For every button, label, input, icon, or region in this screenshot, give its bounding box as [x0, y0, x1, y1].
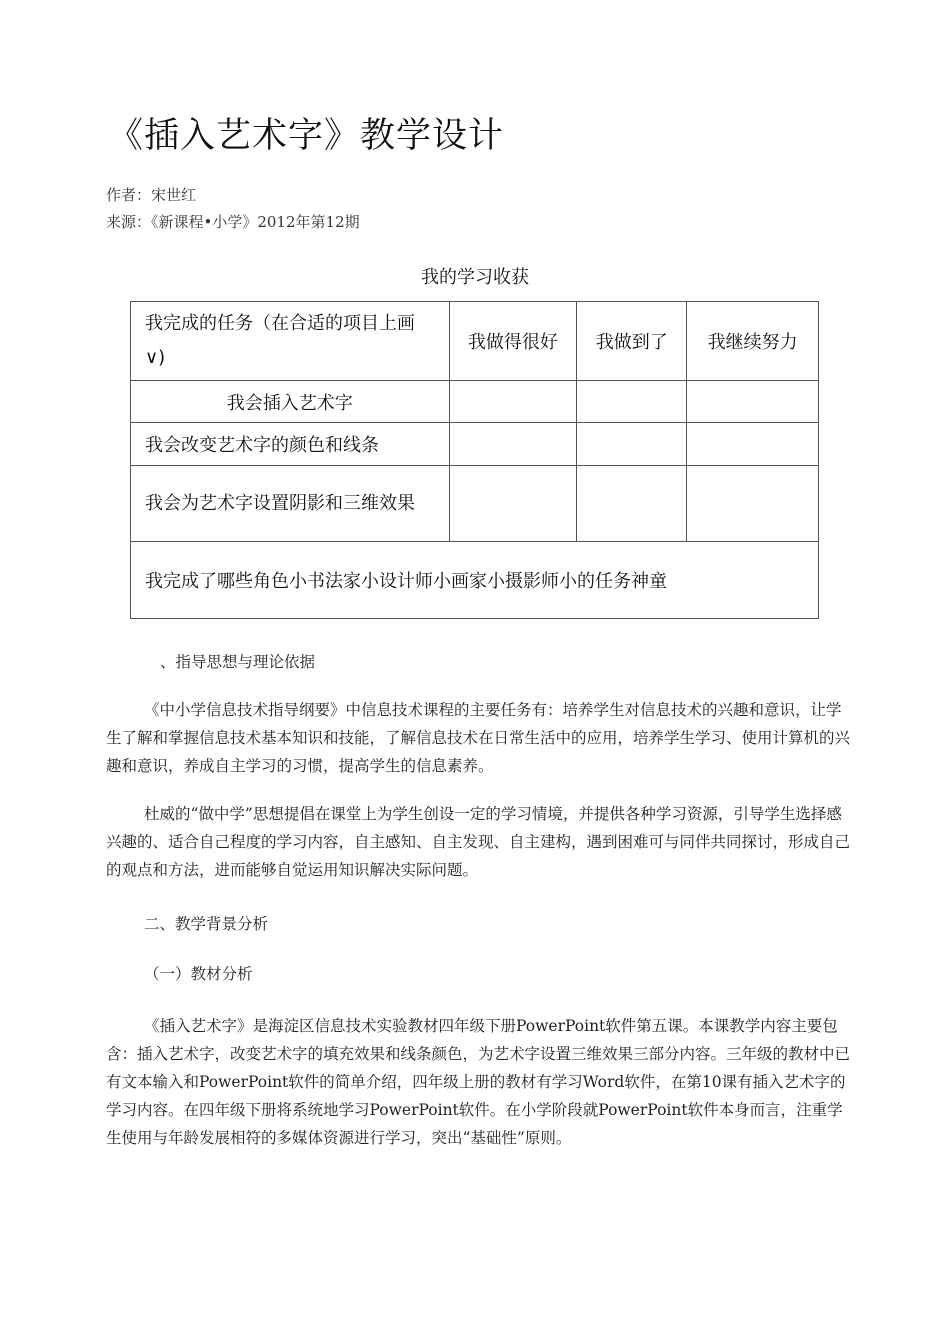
author-line: 作者：宋世红 [106, 186, 197, 204]
source-line: 来源：《新课程•小学》2012年第12期 [106, 213, 360, 231]
header-keep-trying: 我继续努力 [687, 302, 819, 381]
table-row [131, 423, 819, 466]
paragraph-text: 杜威的“做中学”思想提倡在课堂上为学生创设一定的学习情境，并提供各种学习资源，引导学生选择感兴趣的、适合自己程度的学习内容，自主感知、自主发现、自主建构，遇到困难可与同伴共同探讨，形成自己的观点和方法，进而能够自觉运用知识解决实际问题。 [106, 805, 851, 879]
check-cell[interactable] [577, 466, 687, 542]
check-cell[interactable] [449, 381, 577, 423]
check-cell[interactable] [449, 423, 577, 466]
paragraph-text: 《中小学信息技术指导纲要》中信息技术课程的主要任务有：培养学生对信息技术的兴趣和意识，让学生了解和掌握信息技术基本知识和技能，了解信息技术在日常生活中的应用，培养学生学习、使用计算机的兴趣和意识，养成自主学习的习惯，提高学生的信息素养。 [106, 701, 851, 775]
paragraph [106, 1012, 856, 1152]
paragraph [106, 696, 856, 780]
check-cell[interactable] [687, 466, 819, 542]
learning-gains-table [130, 301, 819, 619]
check-cell[interactable] [577, 423, 687, 466]
paragraph [106, 800, 856, 884]
check-cell[interactable] [687, 423, 819, 466]
document-title: 《插入艺术字》教学设计 [108, 116, 505, 156]
table-header-row [131, 302, 819, 381]
section-heading: 二、教学背景分析 [144, 915, 269, 933]
task-cell: 我会插入艺术字 [131, 381, 450, 423]
subsection-heading: （一）教材分析 [144, 965, 253, 983]
check-cell[interactable] [577, 381, 687, 423]
check-cell[interactable] [449, 466, 577, 542]
table-caption: 我的学习收获 [421, 267, 529, 288]
paragraph-text: 《插入艺术字》是海淀区信息技术实验教材四年级下册PowerPoint软件第五课。本课教学内容主要包含：插入艺术字，改变艺术字的填充效果和线条颜色，为艺术字设置三维效果三部分内容。三年级的教材中已有文本输入和PowerPoint软件的简单介绍，四年级上册的教材有学习Word软件，在第10课有插入艺术字的学习内容。在四年级下册将系统地学习PowerPoint软件。在小学阶段就PowerPoint软件本身而言，注重学生使用与年龄发展相符的多媒体资源进行学习，突出“基础性”原则。 [106, 1017, 851, 1147]
table-footer-row [131, 542, 819, 619]
header-done: 我做到了 [577, 302, 687, 381]
check-cell[interactable] [687, 381, 819, 423]
task-cell: 我会为艺术字设置阴影和三维效果 [131, 466, 450, 542]
task-cell: 我会改变艺术字的颜色和线条 [131, 423, 450, 466]
roles-cell: 我完成了哪些角色小书法家小设计师小画家小摄影师小的任务神童 [131, 542, 819, 619]
table-row [131, 381, 819, 423]
header-task: 我完成的任务（在合适的项目上画∨) [131, 302, 450, 381]
table-row [131, 466, 819, 542]
section-heading: 、指导思想与理论依据 [160, 653, 316, 671]
header-very-good: 我做得很好 [449, 302, 577, 381]
